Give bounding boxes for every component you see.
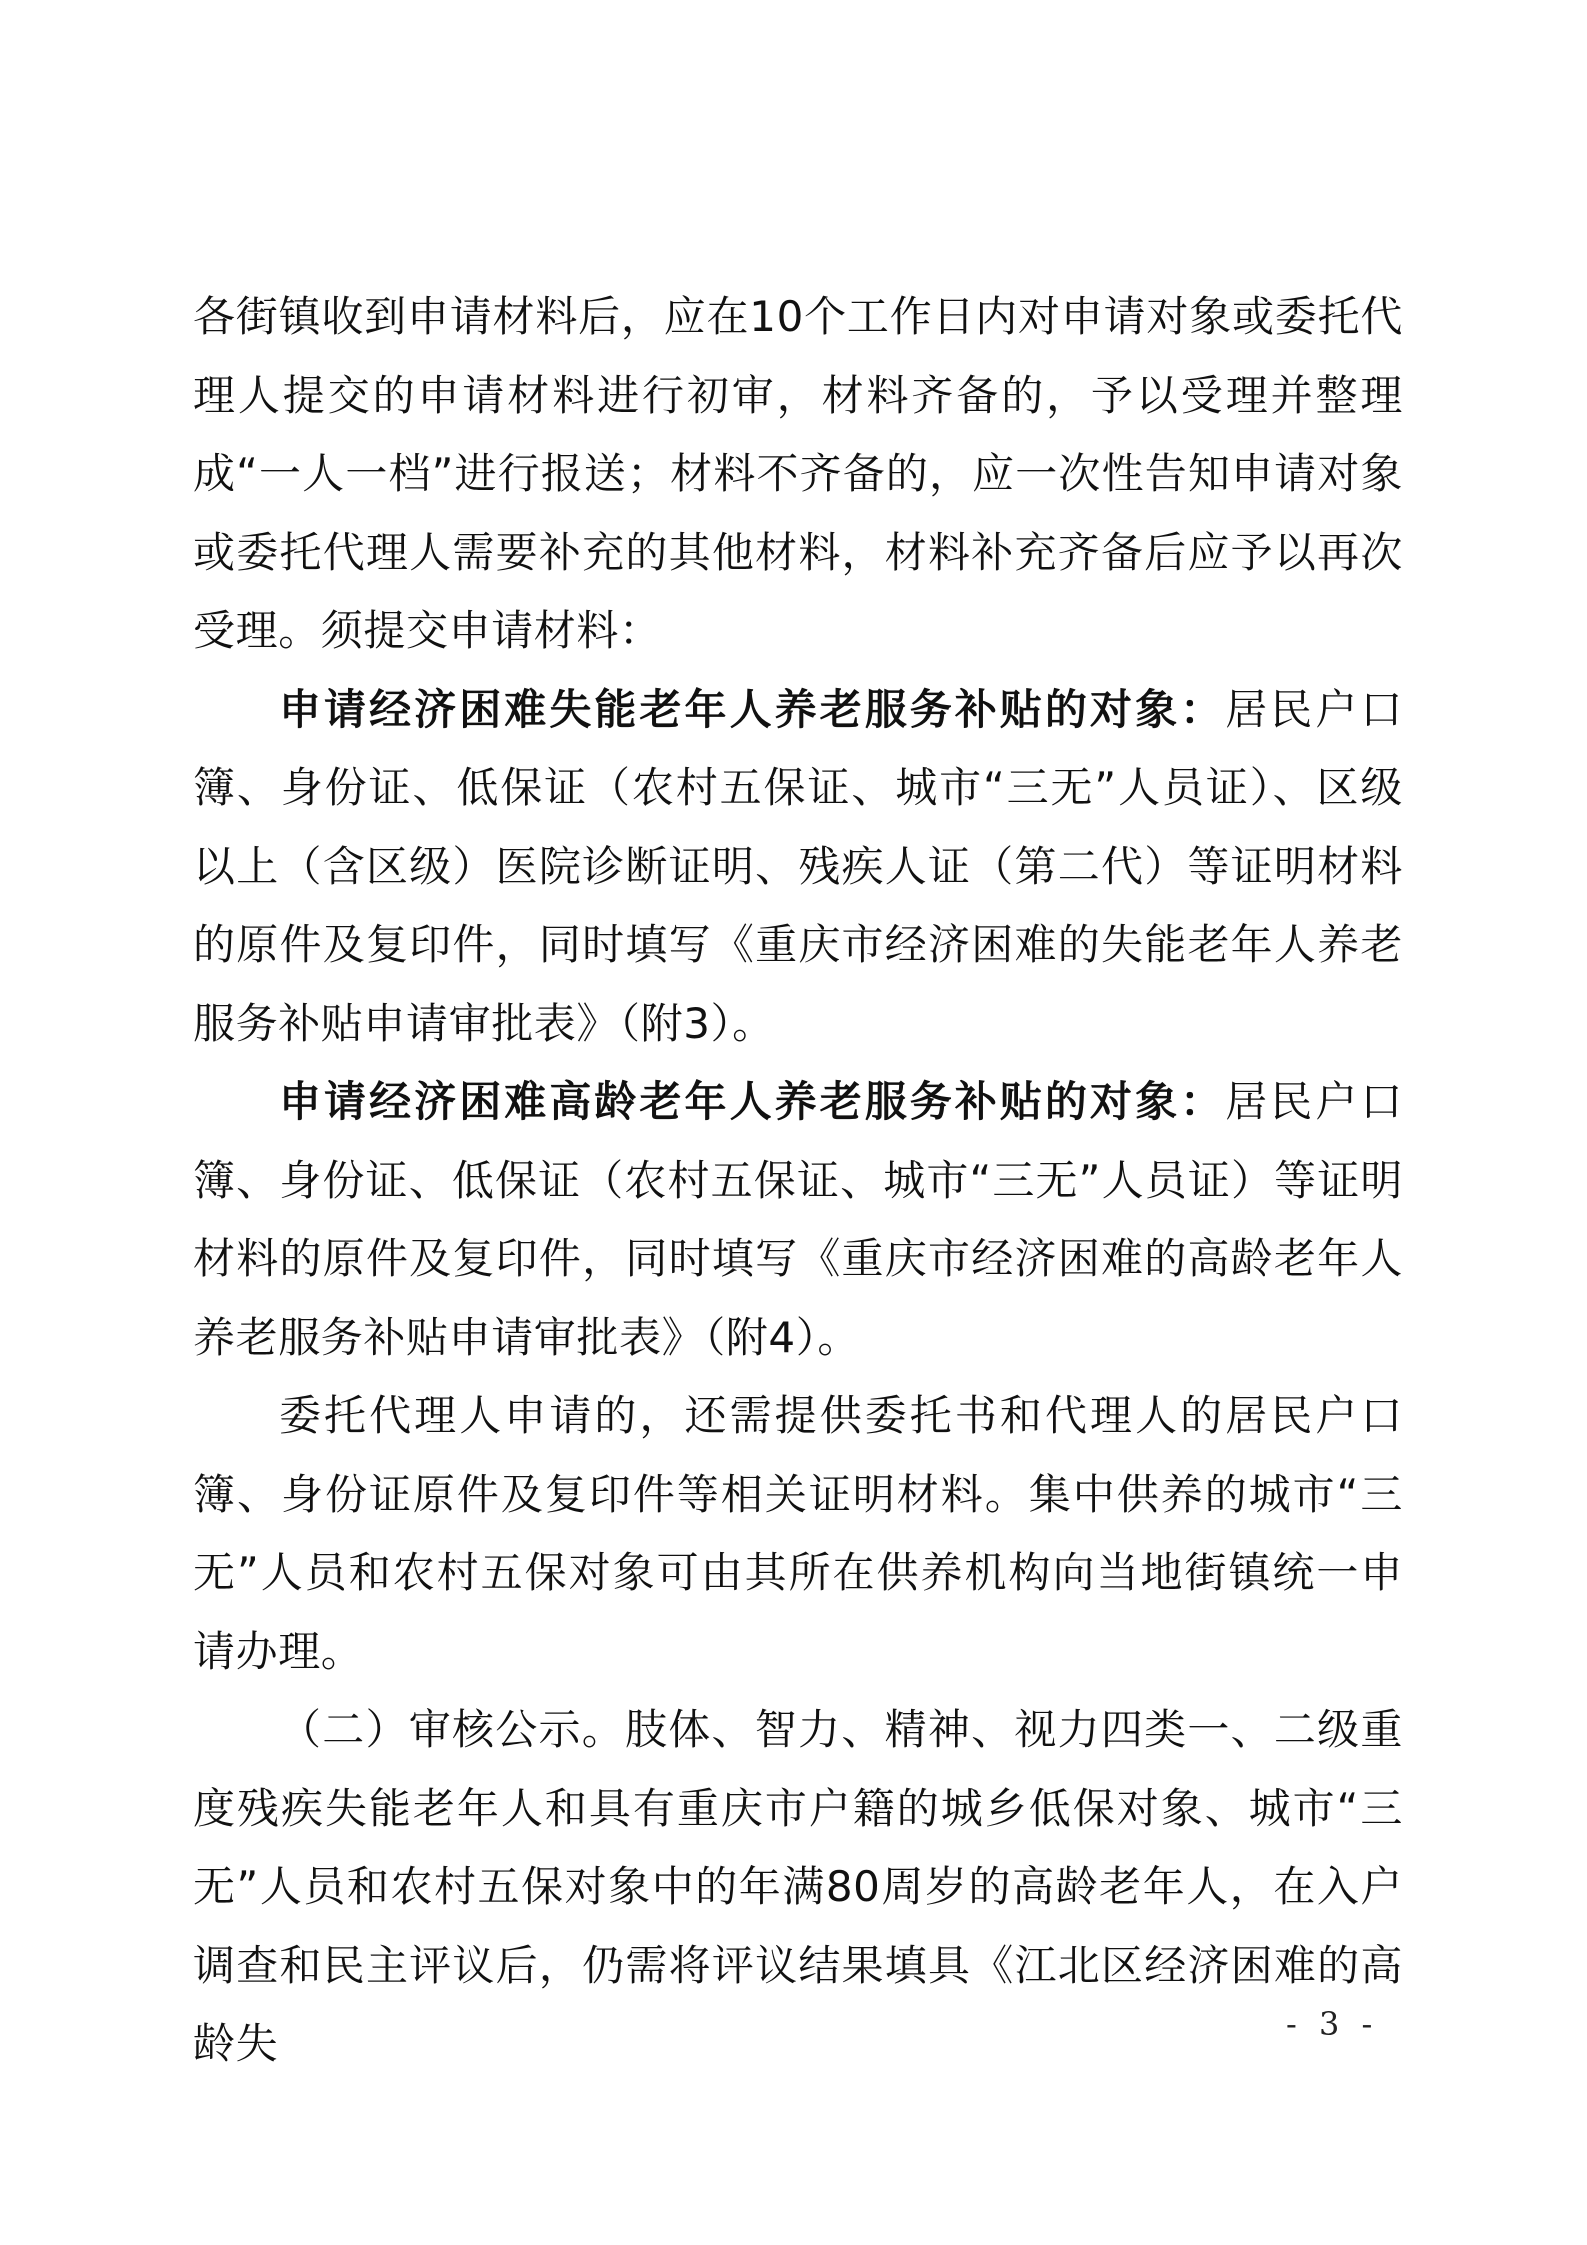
paragraph-text: 居民户口簿、身份证、低保证（农村五保证、城市“三无”人员证）、区级以上（含区级）医院诊断证明、残疾人证（第二代）等证明材料的原件及复印件，同时填写《重庆市经济困难的失能老年人养老服务补贴申请审批表》（附3）。 [193, 684, 1403, 1048]
paragraph-heading: 申请经济困难失能老年人养老服务补贴的对象： [279, 684, 1226, 734]
paragraph-disabled-elderly-materials [193, 671, 1403, 1064]
paragraph-intake-process [193, 278, 1403, 671]
paragraph-review-publicity [193, 1691, 1403, 2084]
paragraph-text: 委托代理人申请的，还需提供委托书和代理人的居民户口簿、身份证原件及复印件等相关证明材料。集中供养的城市“三无”人员和农村五保对象可由其所在供养机构向当地街镇统一申请办理。 [193, 1391, 1403, 1676]
paragraph-text: （二）审核公示。肢体、智力、精神、视力四类一、二级重度残疾失能老年人和具有重庆市户籍的城乡低保对象、城市“三无”人员和农村五保对象中的年满80周岁的高龄老年人，在入户调查和民主评议后，仍需将评议结果填具《江北区经济困难的高龄失 [193, 1705, 1403, 2068]
paragraph-text: 各街镇收到申请材料后，应在10个工作日内对申请对象或委托代理人提交的申请材料进行初审，材料齐备的，予以受理并整理成“一人一档”进行报送；材料不齐备的，应一次性告知申请对象或委托代理人需要补充的其他材料，材料补充齐备后应予以再次受理。须提交申请材料： [193, 292, 1403, 655]
paragraph-text: 居民户口簿、身份证、低保证（农村五保证、城市“三无”人员证）等证明材料的原件及复印件，同时填写《重庆市经济困难的高龄老年人养老服务补贴申请审批表》（附4）。 [193, 1077, 1403, 1362]
paragraph-proxy-application [193, 1377, 1403, 1691]
page-number: - 3 - [1286, 2005, 1379, 2043]
paragraph-aged-elderly-materials [193, 1063, 1403, 1377]
document-body [193, 278, 1403, 2084]
paragraph-heading: 申请经济困难高龄老年人养老服务补贴的对象： [279, 1077, 1226, 1126]
